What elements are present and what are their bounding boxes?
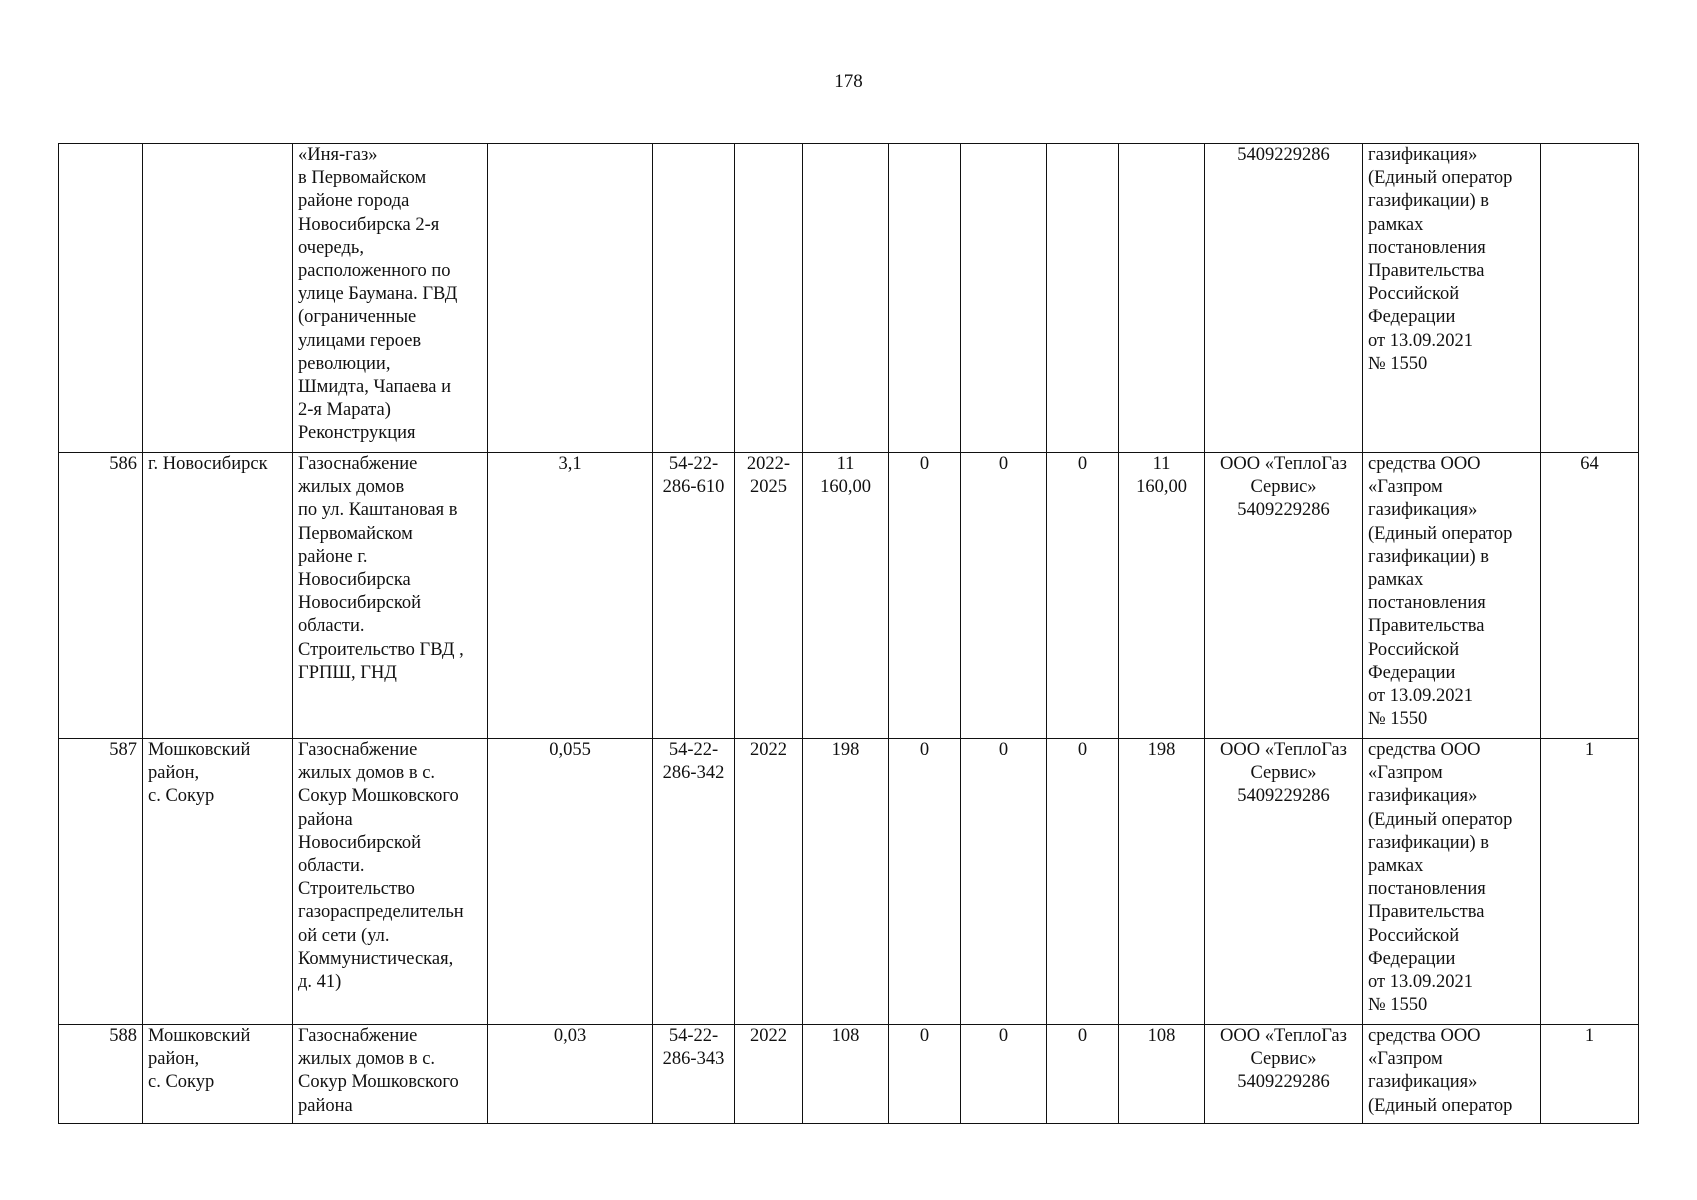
cell-value-1 <box>889 144 961 453</box>
table-row <box>59 144 1639 453</box>
cell-total: 108 <box>803 1025 889 1124</box>
cell-length: 0,03 <box>488 1025 653 1124</box>
cell-code: 54-22- 286-342 <box>653 739 735 1025</box>
cell-length <box>488 144 653 453</box>
cell-description: Газоснабжение жилых домов в с. Сокур Мошковского района Новосибирской области. Строительство газораспределительн ой сети (ул. Коммунистическая, д. 41) <box>293 739 488 1025</box>
cell-number: 586 <box>59 453 143 739</box>
cell-count <box>1541 144 1639 453</box>
cell-value-1: 0 <box>889 1025 961 1124</box>
cell-code: 54-22- 286-343 <box>653 1025 735 1124</box>
cell-value-4: 198 <box>1119 739 1205 1025</box>
cell-total: 198 <box>803 739 889 1025</box>
cell-count: 1 <box>1541 1025 1639 1124</box>
cell-source: средства ООО «Газпром газификация» (Единый оператор <box>1363 1025 1541 1124</box>
cell-description: «Иня-газ» в Первомайском районе города Новосибирска 2-я очередь, расположенного по улице Баумана. ГВД (ограниченные улицами героев революции, Шмидта, Чапаева и 2-я Марата) Реконструкция <box>293 144 488 453</box>
table-row <box>59 453 1639 739</box>
cell-value-3 <box>1047 144 1119 453</box>
cell-length: 0,055 <box>488 739 653 1025</box>
cell-location <box>143 144 293 453</box>
cell-number <box>59 144 143 453</box>
cell-source: газификация» (Единый оператор газификации) в рамках постановления Правительства Российской Федерации от 13.09.2021 № 1550 <box>1363 144 1541 453</box>
cell-value-2 <box>961 144 1047 453</box>
cell-value-3: 0 <box>1047 1025 1119 1124</box>
cell-value-3: 0 <box>1047 739 1119 1025</box>
cell-source: средства ООО «Газпром газификация» (Единый оператор газификации) в рамках постановления Правительства Российской Федерации от 13.09.2021 № 1550 <box>1363 453 1541 739</box>
cell-description: Газоснабжение жилых домов в с. Сокур Мошковского района <box>293 1025 488 1124</box>
cell-number: 587 <box>59 739 143 1025</box>
cell-value-2: 0 <box>961 453 1047 739</box>
cell-company: ООО «ТеплоГаз Сервис» 5409229286 <box>1205 1025 1363 1124</box>
cell-length: 3,1 <box>488 453 653 739</box>
table-row <box>59 739 1639 1025</box>
cell-value-4 <box>1119 144 1205 453</box>
cell-period: 2022- 2025 <box>735 453 803 739</box>
cell-count: 1 <box>1541 739 1639 1025</box>
cell-code <box>653 144 735 453</box>
cell-source: средства ООО «Газпром газификация» (Единый оператор газификации) в рамках постановления Правительства Российской Федерации от 13.09.2021 № 1550 <box>1363 739 1541 1025</box>
cell-period <box>735 144 803 453</box>
table-row <box>59 1025 1639 1124</box>
cell-number: 588 <box>59 1025 143 1124</box>
page-number: 178 <box>834 71 863 92</box>
cell-value-4: 11 160,00 <box>1119 453 1205 739</box>
cell-value-4: 108 <box>1119 1025 1205 1124</box>
cell-value-1: 0 <box>889 739 961 1025</box>
cell-code: 54-22- 286-610 <box>653 453 735 739</box>
cell-total <box>803 144 889 453</box>
cell-location: Мошковский район, с. Сокур <box>143 739 293 1025</box>
cell-company: ООО «ТеплоГаз Сервис» 5409229286 <box>1205 739 1363 1025</box>
cell-value-2: 0 <box>961 739 1047 1025</box>
data-table <box>58 143 1639 1124</box>
cell-value-3: 0 <box>1047 453 1119 739</box>
cell-total: 11 160,00 <box>803 453 889 739</box>
cell-value-1: 0 <box>889 453 961 739</box>
cell-location: Мошковский район, с. Сокур <box>143 1025 293 1124</box>
cell-value-2: 0 <box>961 1025 1047 1124</box>
cell-count: 64 <box>1541 453 1639 739</box>
cell-period: 2022 <box>735 739 803 1025</box>
cell-company: ООО «ТеплоГаз Сервис» 5409229286 <box>1205 453 1363 739</box>
cell-location: г. Новосибирск <box>143 453 293 739</box>
cell-description: Газоснабжение жилых домов по ул. Каштановая в Первомайском районе г. Новосибирска Новосибирской области. Строительство ГВД , ГРПШ, ГНД <box>293 453 488 739</box>
cell-period: 2022 <box>735 1025 803 1124</box>
cell-company: 5409229286 <box>1205 144 1363 453</box>
